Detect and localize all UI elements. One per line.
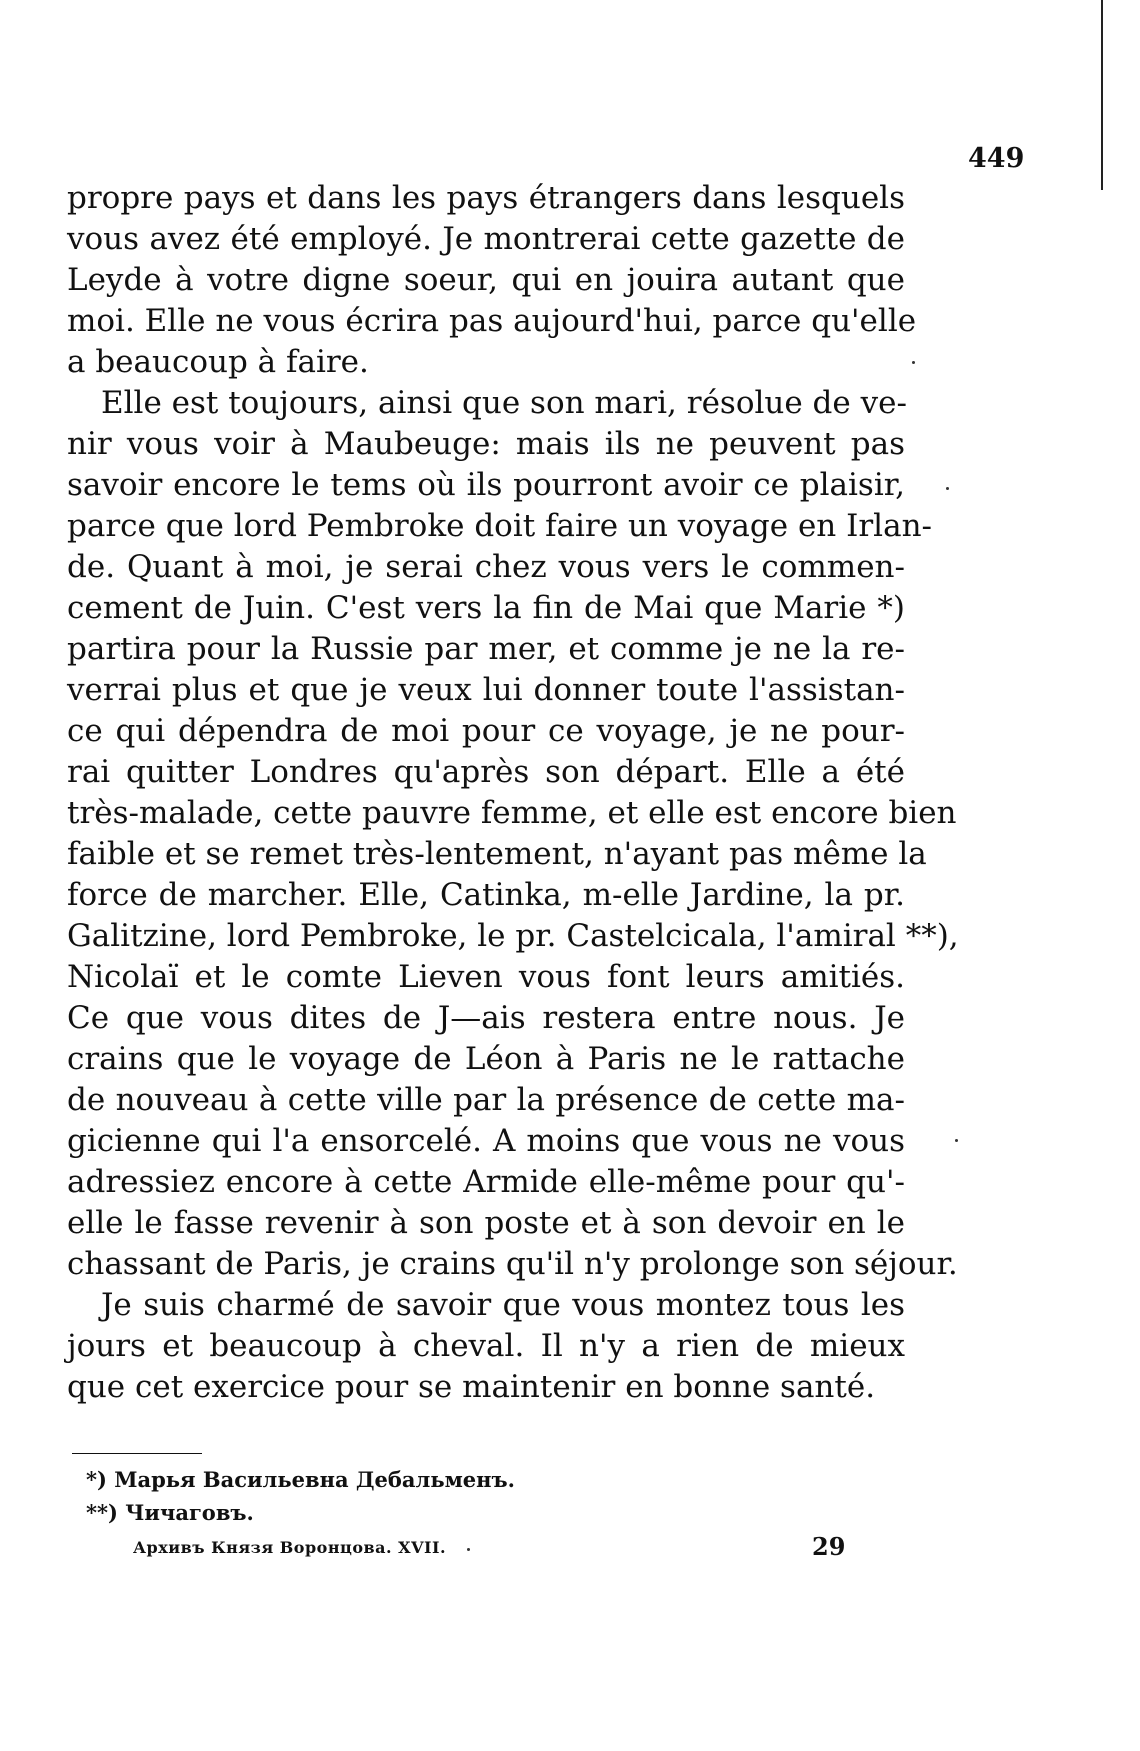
text-line: nir vous voir à Maubeuge: mais ils ne peuvent pas	[67, 426, 905, 462]
text-line: moi. Elle ne vous écrira pas aujourd'hui, parce qu'elle	[67, 303, 917, 339]
footnote: **) Чичаговъ.	[86, 1500, 254, 1525]
scan-speck	[955, 1139, 958, 1142]
text-line: Elle est toujours, ainsi que son mari, résolue de ve-	[101, 385, 907, 421]
text-line: parce que lord Pembroke doit faire un voyage en Irlan-	[67, 508, 933, 544]
text-line: faible et se remet très-lentement, n'ayant pas même la	[67, 836, 927, 872]
text-line: de nouveau à cette ville par la présence de cette ma-	[67, 1082, 905, 1118]
text-line: très-malade, cette pauvre femme, et elle est encore bien	[67, 795, 957, 831]
text-line: chassant de Paris, je crains qu'il n'y prolonge son séjour.	[67, 1246, 958, 1282]
text-line: Nicolaï et le comte Lieven vous font leurs amitiés.	[67, 959, 905, 995]
scan-speck	[912, 361, 915, 364]
scan-speck	[946, 487, 949, 490]
text-line: cement de Juin. C'est vers la fin de Mai que Marie *)	[67, 590, 905, 626]
text-line: ce qui dépendra de moi pour ce voyage, je ne pour-	[67, 713, 905, 749]
text-line: a beaucoup à faire.	[67, 344, 369, 380]
text-line: gicienne qui l'a ensorcelé. A moins que vous ne vous	[67, 1123, 905, 1159]
text-line: que cet exercice pour se maintenir en bonne santé.	[67, 1369, 876, 1405]
text-line: verrai plus et que je veux lui donner toute l'assistan-	[67, 672, 905, 708]
text-line: elle le fasse revenir à son poste et à son devoir en le	[67, 1205, 905, 1241]
text-line: adressiez encore à cette Armide elle-même pour qu'-	[67, 1164, 905, 1200]
scan-speck	[467, 1548, 470, 1551]
footnote: *) Марья Васильевна Дебальменъ.	[86, 1467, 515, 1492]
sheet-number: 29	[812, 1532, 846, 1561]
letter-body	[67, 178, 959, 1408]
text-line: vous avez été employé. Je montrerai cette gazette de	[67, 221, 905, 257]
text-line: Je suis charmé de savoir que vous montez tous les	[101, 1287, 905, 1323]
scan-edge-rule	[1101, 0, 1103, 190]
page-number: 449	[968, 143, 1025, 174]
text-line: force de marcher. Elle, Catinka, m-elle Jardine, la pr.	[67, 877, 905, 913]
footnote-rule	[72, 1453, 202, 1454]
text-line: propre pays et dans les pays étrangers dans lesquels	[67, 180, 905, 216]
text-line: partira pour la Russie par mer, et comme je ne la re-	[67, 631, 905, 667]
text-line: rai quitter Londres qu'après son départ. Elle a été	[67, 754, 905, 790]
text-line: savoir encore le tems où ils pourront avoir ce plaisir,	[67, 467, 905, 503]
text-line: de. Quant à moi, je serai chez vous vers le commen-	[67, 549, 905, 585]
footnotes	[86, 1463, 515, 1529]
text-line: crains que le voyage de Léon à Paris ne le rattache	[67, 1041, 905, 1077]
text-line: jours et beaucoup à cheval. Il n'y a rien de mieux	[67, 1328, 905, 1364]
printer-signature: Архивъ Князя Воронцова. XVII.	[133, 1538, 447, 1557]
text-line: Ce que vous dites de J—ais restera entre nous. Je	[67, 1000, 905, 1036]
text-line: Galitzine, lord Pembroke, le pr. Castelcicala, l'amiral **),	[67, 918, 959, 954]
text-line: Leyde à votre digne soeur, qui en jouira autant que	[67, 262, 905, 298]
